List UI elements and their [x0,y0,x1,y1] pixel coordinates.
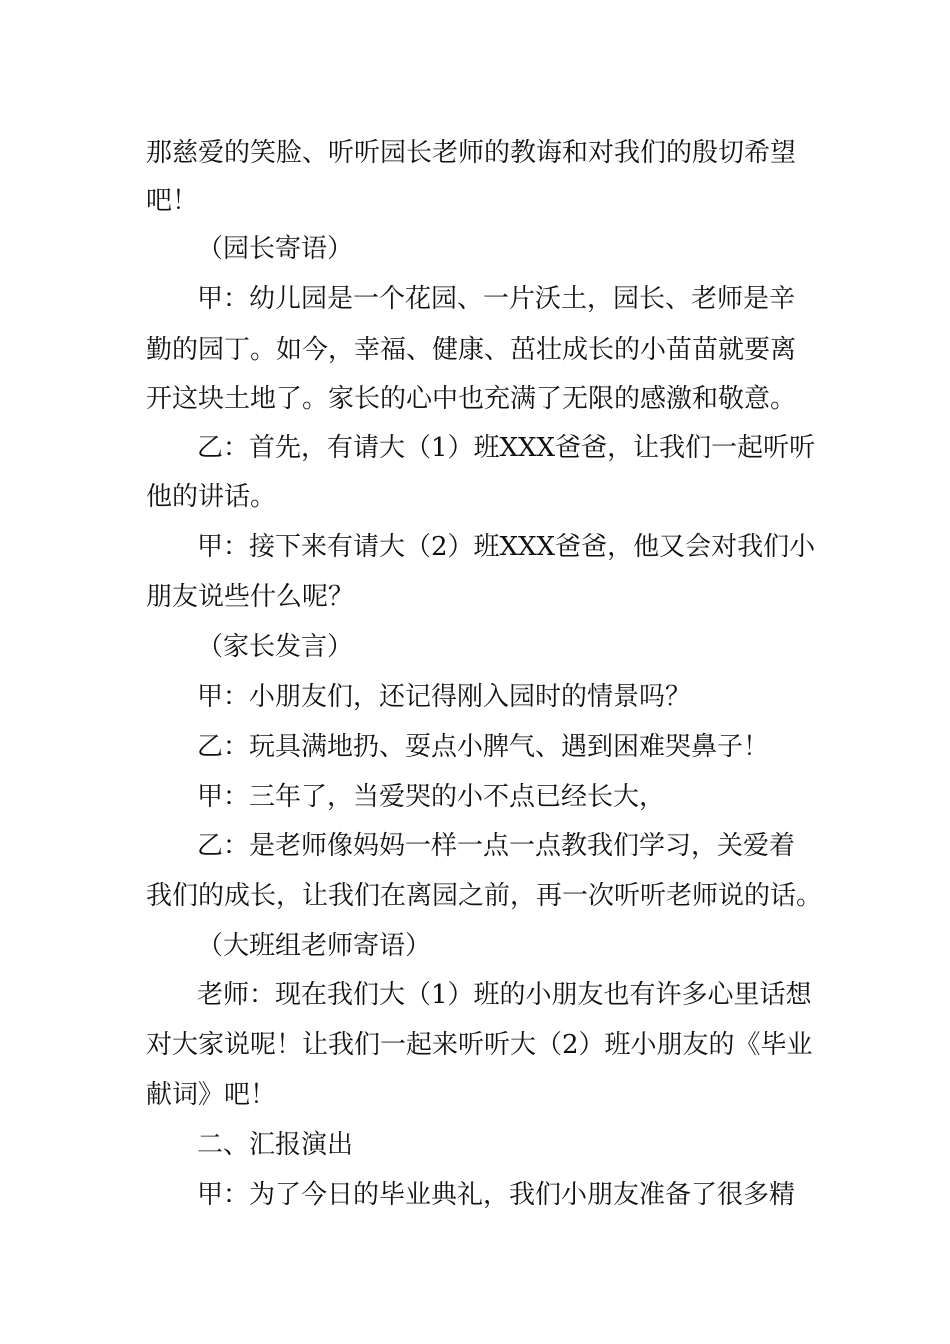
text-line: 甲：三年了，当爱哭的小不点已经长大， [197,782,666,812]
text-line: 甲：接下来有请大（2）班XXX爸爸，他又会对我们小 [197,532,816,562]
section-note: （家长发言） [197,632,354,662]
section-note: （大班组老师寄语） [197,931,432,961]
text-line: 乙：是老师像妈妈一样一点一点教我们学习，关爱着 [197,831,796,861]
text-line: 勤的园丁。如今，幸福、健康、茁壮成长的小苗苗就要离 [146,335,797,365]
text-line: 甲：为了今日的毕业典礼，我们小朋友准备了很多精 [197,1180,796,1210]
text-line: 甲：幼儿园是一个花园、一片沃土，园长、老师是辛 [197,284,796,314]
text-line: 朋友说些什么呢？ [146,582,355,612]
text-line: 乙：首先，有请大（1）班XXX爸爸，让我们一起听听 [197,433,816,463]
text-line: 我们的成长，让我们在离园之前，再一次听听老师说的话。 [146,881,823,911]
text-line: 献词》吧！ [146,1080,277,1110]
text-line: 他的讲话。 [146,482,277,512]
text-line: 老师：现在我们大（1）班的小朋友也有许多心里话想 [197,980,812,1010]
text-line: 对大家说呢！让我们一起来听听大（2）班小朋友的《毕业 [146,1030,813,1060]
text-line: 那慈爱的笑脸、听听园长老师的教诲和对我们的殷切希望 [146,138,797,168]
text-line: 甲：小朋友们，还记得刚入园时的情景吗？ [197,682,692,712]
text-line: 乙：玩具满地扔、耍点小脾气、遇到困难哭鼻子！ [197,732,770,762]
text-line: 开这块土地了。家长的心中也充满了无限的感激和敬意。 [146,384,797,414]
section-note: （园长寄语） [197,234,354,264]
section-heading: 二、汇报演出 [197,1130,354,1160]
text-line: 吧！ [146,186,199,216]
